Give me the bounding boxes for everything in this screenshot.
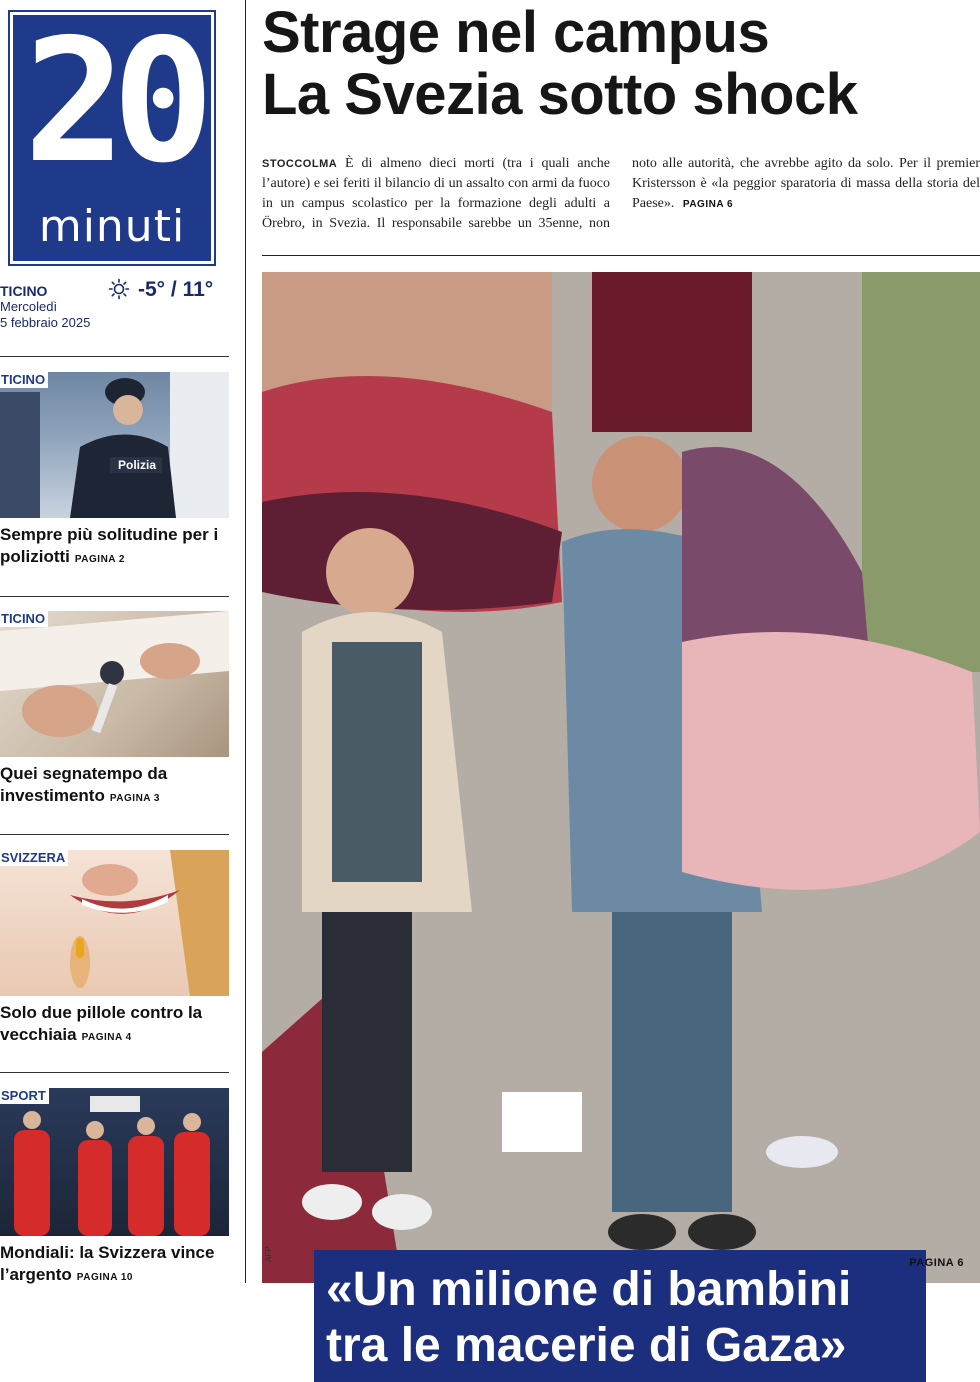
teaser-sport[interactable] (0, 1088, 229, 1286)
headline-line-2: La Svezia sotto shock (262, 62, 858, 127)
weather (108, 278, 213, 300)
edition-date: 5 febbraio 2025 (0, 315, 91, 330)
teaser-tag: SPORT (0, 1088, 49, 1104)
teaser-title (0, 1242, 229, 1286)
children-photo-illustration (262, 272, 980, 1283)
logo-20-minuti[interactable] (10, 3, 214, 264)
teaser-police[interactable] (0, 372, 229, 568)
teaser-watches[interactable] (0, 611, 229, 807)
teaser-page: PAGINA 2 (74, 554, 125, 565)
teaser-title-text: Sempre più solitudine per i poliziotti (0, 525, 219, 566)
teaser-tag: TICINO (0, 611, 48, 627)
teaser-tag: TICINO (0, 372, 48, 388)
weather-temps: -5° / 11° (138, 277, 214, 301)
dateline: STOCCOLMA (262, 158, 338, 170)
logo-number: 20 (23, 3, 201, 201)
teaser-title-text: Mondiali: la Svizzera vince l’argento (0, 1243, 215, 1284)
teaser-title (0, 524, 229, 568)
teaser-page: PAGINA 4 (81, 1032, 132, 1043)
teaser-image (0, 611, 229, 757)
edition-info (0, 283, 90, 331)
sun-icon (108, 278, 130, 300)
divider (0, 1072, 229, 1073)
photo-quote-caption: «Un milione di bambini tra le macerie di Gaza» (314, 1250, 926, 1382)
edition-region: TICINO (0, 283, 48, 299)
teaser-image (0, 372, 229, 518)
smile-illustration (0, 850, 229, 996)
photo-credit: AFP (264, 1246, 273, 1262)
teaser-image (0, 1088, 229, 1236)
teaser-page: PAGINA 10 (76, 1272, 133, 1283)
sidebar (0, 0, 232, 1283)
lead-page: PAGINA 6 (682, 199, 734, 210)
column-rule (245, 0, 246, 1283)
teaser-title-text: Quei segnatempo da investimento (0, 764, 168, 805)
skiers-illustration (0, 1088, 229, 1236)
divider (0, 356, 229, 357)
teaser-title (0, 763, 229, 807)
watch-illustration (0, 611, 229, 757)
teaser-image (0, 850, 229, 996)
police-officer-illustration (0, 372, 229, 518)
teaser-pills[interactable] (0, 850, 229, 1046)
main-photo[interactable] (262, 272, 980, 1372)
lead-text: È di almeno dieci morti (tra i quali anche l’autore) e sei feriti il bilancio di un assalto con armi da fuoco in un campus scolastico per la formazione degli adulti a Örebro, in Svezia. Il responsabile sarebbe un 35enne, non noto alle autorità, che avrebbe agito da solo. Per il premier Kristersson è «la peggior sparatoria di massa della storia del Paese». (262, 156, 980, 231)
main-column (262, 0, 980, 1372)
divider (262, 255, 980, 256)
divider (0, 834, 229, 835)
divider (0, 596, 229, 597)
police-badge: Polizia (118, 458, 157, 472)
main-headline[interactable] (262, 2, 980, 126)
teaser-title-text: Solo due pillole contro la vecchiaia (0, 1003, 203, 1044)
teaser-title (0, 1002, 229, 1046)
logo-word: minuti (38, 201, 186, 252)
headline-line-1: Strage nel campus (262, 0, 770, 65)
photo-page: PAGINA 6 (909, 1257, 964, 1269)
lead-article (262, 154, 980, 234)
teaser-page: PAGINA 3 (109, 793, 160, 804)
teaser-tag: SVIZZERA (0, 850, 68, 866)
edition-weekday: Mercoledì (0, 299, 58, 314)
